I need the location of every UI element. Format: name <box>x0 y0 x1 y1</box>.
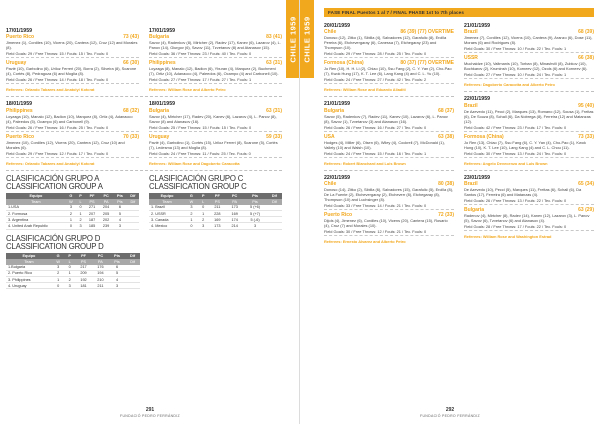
cell: 211 <box>92 283 109 289</box>
cell: 1 <box>185 217 198 223</box>
team-name: Formosa (China) <box>464 133 504 140</box>
classification-title: CLASIFICACIÓN GRUPO A <box>6 173 100 183</box>
stats-line: Field Goals: 26 / Free Throws: 14 / Fouls: 18 / Tec. Fouls: 0 <box>6 77 139 84</box>
col-subheader: L <box>76 199 85 205</box>
cell: 2. Formosa <box>6 211 66 217</box>
match-date: 22/01/1959 <box>324 174 350 181</box>
cell: 4. United Arab Republic <box>6 223 66 229</box>
cell: 173 <box>226 205 243 211</box>
col-subheader: W <box>185 199 198 205</box>
team-name: Bulgaria <box>324 107 345 114</box>
players-list: Loyzaga (8), Manalo (12), Badion (6), Yburan (4), Marquez (2), Buchmeni (7), Ortiz (10), Adanacco (4), Paleedos (6), Ocampo (4) and Carbonell (10). <box>149 66 279 77</box>
final-phase-grid <box>324 23 594 244</box>
cell: 3 <box>109 283 125 289</box>
match-block <box>464 96 594 165</box>
cell: 3 <box>52 265 64 271</box>
referees-line: Referees: Robert Blanchard and Luis Brown <box>324 160 406 166</box>
classification-table <box>149 193 282 230</box>
page-footer <box>0 407 300 418</box>
team-score: 73 (33) <box>578 133 594 140</box>
cell: 181 <box>75 283 92 289</box>
classification-title: CLASIFICACIÓN GRUPO D <box>6 233 101 243</box>
left-content <box>6 28 282 289</box>
cell: 174 <box>226 217 243 223</box>
cell: 1.Bulgaria <box>6 265 52 271</box>
team-score: 63 (31) <box>266 60 282 67</box>
players-list: Radenov (4), Mirtcher (8), Radev (14), Kanev (12), Lazarov (3), L. Panov (5), Savov (6), Tzvetanov (6) and Atanasov (4). <box>464 213 590 224</box>
team-score: 68 (32) <box>123 107 139 114</box>
match-block <box>324 175 454 244</box>
cell: 228 <box>209 211 226 217</box>
classification-group-d <box>6 235 140 290</box>
team-score: 68 (39) <box>578 29 594 36</box>
col-subheader: PS <box>209 199 226 205</box>
cell: 1 <box>52 276 64 282</box>
cell: 4 <box>113 217 127 223</box>
phase-banner: FASE FINAL Puestos 1 al 7 / FINAL PHASE 1st to 7th places <box>324 8 594 17</box>
section-divider <box>464 170 594 171</box>
cell: 194 <box>92 270 109 276</box>
table-row <box>6 223 139 229</box>
col-header: PC <box>226 193 243 199</box>
cell: 1. Brazil <box>149 205 185 211</box>
col-header: G <box>52 253 64 259</box>
cell: 2 <box>52 270 64 276</box>
referees-line: Referees: William Rose and Dagoberto Caracotta <box>149 160 240 166</box>
team-name: Bulgaria <box>464 207 485 214</box>
team-score: 59 (33) <box>266 133 282 140</box>
referees-line: Referees: Orlando Tabares and Anatolyi Kotcrat <box>6 87 95 93</box>
team-name: Brazil <box>464 29 478 36</box>
stats-line: Field Goals: 29 / Free Throws: 12 / Fouls: 17 / Tec. Fouls: 0 <box>6 151 139 158</box>
stats-line: Field Goals: 26 / Free Throws: 16 / Fouls: 27 / Tec. Fouls: 0 <box>324 125 454 132</box>
col-subheader: Dif <box>127 199 139 205</box>
match-block <box>324 23 454 92</box>
cell: 173 <box>209 223 226 229</box>
cell: 176 <box>92 265 109 271</box>
classification-title-en: CLASSIFICATION GROUP D <box>6 241 104 251</box>
cell: 5 (+6) <box>243 205 266 211</box>
stats-line: Field Goals: 36 / Free Throws: 23 / Fouls: 40 / Tec. Fouls: 0 <box>149 51 282 58</box>
referees-line: Referees: William Rose and Alberto Petro <box>149 87 226 93</box>
cell: 1 <box>64 270 75 276</box>
section-divider <box>324 96 454 97</box>
team-score: 73 (43) <box>123 34 139 41</box>
cell <box>127 223 139 229</box>
match-block <box>464 23 594 87</box>
cell: 185 <box>85 223 99 229</box>
col-subheader: PS <box>85 199 99 205</box>
col-subheader: Dif <box>267 199 282 205</box>
cell: 1.USA <box>6 205 66 211</box>
team-name: Bulgaria <box>149 34 170 41</box>
players-list: Savov (4), Mirtcher (17), Radev (20), Kanev (6), Lazarov (4), L. Panov (8), Savov (8) and Atanasov (16). <box>149 113 277 124</box>
match-date: 20/01/1959 <box>324 23 350 29</box>
team-name: Puerto Rico <box>6 34 35 41</box>
table-row <box>6 283 140 289</box>
classification-title: CLASIFICACIÓN GRUPO C <box>149 173 244 183</box>
cell: 239 <box>99 223 113 229</box>
team-name: Puerto Rico <box>324 212 353 219</box>
cell: 209 <box>75 270 92 276</box>
col-header: Pts <box>109 253 125 259</box>
right-content <box>324 8 594 244</box>
right-page <box>300 0 600 424</box>
stats-line: Field Goals: 33 / Free Throws: 14 / Fouls: 21 / Tec. Fouls: 0 <box>324 203 454 210</box>
col-header: P <box>76 193 85 199</box>
cell: 2. USSR <box>149 211 185 217</box>
stats-line: Field Goals: 24 / Free Throws: 27 / Fouls: 42 / Tec. Fouls: 2 <box>324 77 454 84</box>
match-date: 17/01/1959 <box>6 28 32 34</box>
players-list: Pavié (4), Garbolino (1), Cortés (15), Uriloz Ferreri (8), Scarone (5), Cortés (7), Ledesma (13) and Moglia (8). <box>149 139 278 150</box>
col-subheader: Team <box>6 199 66 205</box>
side-label: CHILE 1959 <box>302 15 312 63</box>
cell: 169 <box>209 217 226 223</box>
col-subheader: Pts <box>113 199 127 205</box>
team-score: 63 (29) <box>578 207 594 214</box>
match-block <box>6 101 139 165</box>
col-header: Equipo <box>6 193 66 199</box>
players-list: Jo Ren (13), Chiao (7), Ssu Fang (6), C. Y. Yan (4), Cho-Pao (1), Kwok Hung (10), K. T. Lee (10), Lang Kang (4) and C. L. Chou (11). <box>464 139 586 150</box>
cell: 0 <box>185 223 198 229</box>
players-list: Jimenez (7), Cordiles (12), Vicens (10), Cantera (9), Aranzo (6), Dose (11), Moraes (6) and Rodrigues (8). <box>464 35 593 46</box>
cell: 1 <box>66 217 76 223</box>
cell: 3 <box>113 223 127 229</box>
cell <box>267 223 282 229</box>
players-list: Pavié (10), Garbolino (6), Uriloz Ferreri (20), Borra (2), Silveira (8), Scarone (4), Cortés (8), Pedragoza (6) and Moglia (8). <box>6 66 137 77</box>
cell: 211 <box>209 205 226 211</box>
page-number: 291 <box>145 407 155 413</box>
referees-line: Referees: Dagoberto Caracotta and Alberto Petro <box>464 82 555 88</box>
team-name: Brazil <box>464 102 478 109</box>
cell: 207 <box>85 211 99 217</box>
match-date: 18/01/1959 <box>149 101 175 108</box>
team-score: 95 (40) <box>578 102 594 109</box>
col-subheader: W <box>66 199 76 205</box>
col-header: P <box>198 193 209 199</box>
cell: 3. Canada <box>149 217 185 223</box>
final-col-2 <box>464 23 594 244</box>
team-name: Philippines <box>6 107 33 114</box>
match-block <box>149 101 282 165</box>
cell: 192 <box>75 276 92 282</box>
col-header: PC <box>99 193 113 199</box>
stats-line: Field Goals: 28 / Free Throws: 17 / Fouls: 22 / Tec. Fouls: 0 <box>464 224 594 231</box>
classification-title-en: CLASSIFICATION GROUP C <box>149 181 247 191</box>
col-subheader: L <box>64 259 75 265</box>
match-date: 21/01/1959 <box>464 23 490 29</box>
team-name: Bulgaria <box>149 107 170 114</box>
players-list: Donoso (12), Zitko (1), Sibilla (4), Salvadores (12), Garafulic (8), Ercilla Pereira (6), Etchevergaray (6), Canessa (7), Etchegaray (23) and Thompson (10). <box>324 35 447 51</box>
match-date: 17/01/1959 <box>149 28 175 34</box>
stats-line: Field Goals: 24 / Free Throws: 11 / Fouls: 25 / Tec. Fouls: 0 <box>149 151 282 158</box>
cell: 2 <box>64 276 75 282</box>
final-col-1 <box>324 23 454 244</box>
side-label: CHILE 1959 <box>288 15 298 63</box>
col-subheader: PA <box>99 199 113 205</box>
team-name: Formosa (China) <box>324 60 364 67</box>
players-list: Muchaidze (10), Valtmanis (10), Torban (8), Minashvili (8), Zubkov (10), Bochkarov (2), Kruminsh (10), Korneev (12), Ozols (6) and Korneev (6). <box>464 61 588 72</box>
match-block <box>149 28 282 92</box>
cell: 2 <box>185 211 198 217</box>
stats-line: Field Goals: 30 / Free Throws: 13 / Fouls: 24 / Tec. Fouls: 0 <box>464 151 594 158</box>
cell: 5 <box>109 270 125 276</box>
cell: 3 <box>185 205 198 211</box>
col-subheader: PS <box>75 259 92 265</box>
section-divider <box>6 96 282 97</box>
cell: 0 <box>66 223 76 229</box>
table-row <box>149 223 282 229</box>
match-date: 21/01/1959 <box>324 101 350 108</box>
col-header: PF <box>209 193 226 199</box>
match-grid-top <box>6 28 282 92</box>
cell: 3. Philippines <box>6 276 52 282</box>
classification-group-c <box>149 175 282 230</box>
players-list: Loyzaga (10), Manalo (12), Badion (10), Marquez (8), Ortiz (4), Adanacco (4), Paleedos (5), Ocampo (6) and Carbonell (9). <box>6 113 133 124</box>
stats-line: Field Goals: 30 / Free Throws: 12 / Fouls: 21 / Tec. Fouls: 0 <box>324 229 454 236</box>
cell: 187 <box>85 217 99 223</box>
cell: 210 <box>92 276 109 282</box>
match-block <box>6 28 139 92</box>
classification-table <box>6 193 139 230</box>
players-list: Savov (4), Radenkov (8), Mirtcher (2), Radev (17), Kanev (6), Lazarov (4), L. Panov (14), Giurgov (6), Savov (11), Tzvetanov (8) and Atanasov (15). <box>149 40 281 51</box>
players-list: Dijols (4), Jimenez (6), Cordiles (10), Vicens (20), Cantera (15), Rosario (4), Cruz (7) and Morales (10). <box>324 218 448 229</box>
col-header: Pts <box>243 193 266 199</box>
team-score: 80 (37) (77) OVERTIME <box>400 60 454 67</box>
classification-table <box>6 253 140 290</box>
col-header: Dif <box>127 193 139 199</box>
cell: 2. Puerto Rico <box>6 270 52 276</box>
stats-line: Field Goals: 26 / Free Throws: 13 / Fouls: 22 / Tec. Fouls: 0 <box>464 198 594 205</box>
match-date: 23/01/1959 <box>464 174 490 181</box>
col-header: PF <box>75 253 92 259</box>
col-subheader: PA <box>92 259 109 265</box>
col-header: PC <box>92 253 109 259</box>
team-score: 63 (31) <box>266 107 282 114</box>
team-score: 83 (41) <box>266 34 282 41</box>
match-date: 18/01/1959 <box>6 101 32 108</box>
col-header: Dif <box>125 253 140 259</box>
referees-line: Referees: William Rose and Eduardo Aliaditi <box>324 87 406 93</box>
section-divider <box>6 170 282 171</box>
publisher: FUNDACIÓ PEDRO FERRÁNDIZ <box>120 414 180 418</box>
cell: 3. Argentina <box>6 217 66 223</box>
cell: 5 (+7) <box>243 211 266 217</box>
classification-grid <box>6 175 282 230</box>
stats-line: Field Goals: 27 / Free Throws: 10 / Fouls: 24 / Tec. Fouls: 1 <box>464 72 594 79</box>
team-score: 66 (38) <box>578 55 594 62</box>
stats-line: Field Goals: 29 / Free Throws: 15 / Fouls: 15 / Tec. Fouls: 0 <box>6 51 139 58</box>
cell: 0 <box>64 265 75 271</box>
col-header: G <box>66 193 76 199</box>
cell: 3 <box>76 223 85 229</box>
players-list: Donoso (14), Zitko (2), Sibilla (6), Salvadores (15), Garafulic (5), Ercilla (8), De La Fuente (2), Etchevergaray (2), Etcheverr (8), Etchegaray (8), Thompson (10) and Luchsinger (8). <box>324 187 454 203</box>
cell: 214 <box>226 223 243 229</box>
team-score: 65 (34) <box>578 181 594 188</box>
team-score: 63 (38) <box>438 133 454 140</box>
col-header: G <box>185 193 198 199</box>
cell: 202 <box>99 217 113 223</box>
team-score: 68 (37) <box>438 107 454 114</box>
referees-line: Referees: Angelo Devecenzo and Luis Brown <box>464 160 548 166</box>
team-name: USA <box>324 133 335 140</box>
team-name: Chile <box>324 181 337 188</box>
cell: 5 <box>113 211 127 217</box>
team-score: 66 (30) <box>123 60 139 67</box>
players-list: Savov (5), Radenkov (7), Radev (11), Kanev (10), Lazarov (6), L. Panov (8), Savov (1), Tzvetanov (3) and Atanasov (16). <box>324 113 448 124</box>
col-subheader: PA <box>226 199 243 205</box>
cell: 169 <box>226 211 243 217</box>
col-header: Equipo <box>6 253 52 259</box>
classification-group-a <box>6 175 139 230</box>
cell: 0 <box>198 205 209 211</box>
page-number: 292 <box>445 407 455 413</box>
col-subheader: Dif <box>125 259 140 265</box>
team-score: 86 (39) (77) OVERTIME <box>400 29 454 36</box>
match-block <box>464 175 594 239</box>
team-score: 80 (38) <box>438 181 454 188</box>
stats-line: Field Goals: 29 / Free Throws: 28 / Fouls: 25 / Tec. Fouls: 0 <box>324 51 454 58</box>
cell <box>125 283 140 289</box>
col-subheader: Pts <box>243 199 266 205</box>
cell: 2 <box>76 217 85 223</box>
stats-line: Field Goals: 25 / Free Throws: 15 / Fouls: 15 / Tec. Fouls: 0 <box>149 125 282 132</box>
cell: 217 <box>75 265 92 271</box>
col-subheader: Team <box>149 199 185 205</box>
cell: 205 <box>99 211 113 217</box>
team-name: Chile <box>324 29 337 36</box>
cell: 6 <box>109 265 125 271</box>
referees-line: Referees: Ernesto Alvarez and Alberto Petro <box>324 239 406 245</box>
team-name: Uruguay <box>149 133 170 140</box>
section-divider <box>324 170 454 171</box>
players-list: De Azevedo (11), Pecci (2), Marques (13), Romano (12), Sousa (1), Freitas (6), De Souza (8), Schall (6), Da Nobrega (8), Ferreira (12) and Matanzas (12). <box>464 108 594 124</box>
cell: 1 <box>76 211 85 217</box>
match-block <box>324 101 454 165</box>
col-header: Dif <box>267 193 282 199</box>
cell: 4. Mexico <box>149 223 185 229</box>
players-list: Jimenez (1), Cordiles (10), Vicens (20), Cantera (12), Cruz (12) and Morales (8). <box>6 40 138 51</box>
cell: 3 <box>198 223 209 229</box>
col-subheader: L <box>198 199 209 205</box>
players-list: Jimenez (10), Cordiles (12), Vicens (20), Cantera (12), Cruz (10) and Morales (6). <box>6 139 125 150</box>
referees-line: Referees: William Rose and Washington Estrad <box>464 234 552 240</box>
col-subheader: W <box>52 259 64 265</box>
col-header: P <box>64 253 75 259</box>
col-subheader: Team <box>6 259 52 265</box>
cell: 204 <box>99 205 113 211</box>
cell: 2 <box>66 211 76 217</box>
players-list: De Azevedo (10), Pecci (5), Marques (11), Freitas (6), Schall (6), Da Santos (17), Ferreira (6) and Matanzas (4). <box>464 187 582 198</box>
cell: 2 <box>198 217 209 223</box>
match-date: 22/01/1959 <box>464 96 490 103</box>
team-score: 72 (33) <box>438 212 454 219</box>
page-footer <box>300 407 600 418</box>
team-name: Uruguay <box>6 60 27 67</box>
team-name: USSR <box>464 55 478 62</box>
cell: 0 <box>76 205 85 211</box>
cell: 4 <box>109 276 125 282</box>
col-subheader: Pts <box>109 259 125 265</box>
cell: 4. Uruguay <box>6 283 52 289</box>
team-name: Brazil <box>464 181 478 188</box>
cell: 0 <box>52 283 64 289</box>
cell: 3 <box>66 205 76 211</box>
col-header: PF <box>85 193 99 199</box>
stats-line: Field Goals: 26 / Free Throws: 16 / Fouls: 25 / Tec. Fouls: 0 <box>6 125 139 132</box>
cell: 5 (-6) <box>243 217 266 223</box>
team-name: Philippines <box>149 60 176 67</box>
team-name: Puerto Rico <box>6 133 35 140</box>
stats-line: Field Goals: 24 / Free Throws: 15 / Fouls: 16 / Tec. Fouls: 1 <box>324 151 454 158</box>
cell: 6 <box>113 205 127 211</box>
classification-title-en: CLASSIFICATION GROUP A <box>6 181 103 191</box>
cell: 271 <box>85 205 99 211</box>
stats-line: Field Goals: 30 / Free Throws: 10 / Fouls: 22 / Tec. Fouls: 1 <box>464 46 594 53</box>
match-grid-mid <box>6 101 282 165</box>
stats-line: Field Goals: 27 / Free Throws: 17 / Fouls: 27 / Tec. Fouls: 1 <box>149 77 282 84</box>
cell: 3 <box>64 283 75 289</box>
stats-line: Field Goals: 42 / Free Throws: 23 / Fouls: 17 / Tec. Fouls: 0 <box>464 125 594 132</box>
col-header: Pts <box>113 193 127 199</box>
cell: 1 <box>198 211 209 217</box>
col-header: Equipo <box>149 193 185 199</box>
referees-line: Referees: Orlando Tabares and Anatolyi Kotcrat <box>6 160 95 166</box>
cell: 3 <box>243 223 266 229</box>
players-list: Hodges (4), Miller (6), Olsen (6), Wiley (4), Cockrell (7), McDonald (1), Vallely (10) and Walsh (10). <box>324 139 445 150</box>
players-list: Jo Ren (10), H. H. Li (2), Chiao (10), Ssu Fang (2), C. Y. Yan (2), Cho-Pao (7), Kwok Hung (17), K. T. Lee (6), Lang Kang (4) and C. L. Yu (10). <box>324 66 452 77</box>
publisher: FUNDACIÓ PEDRO FERRÁNDIZ <box>420 414 480 418</box>
section-divider <box>464 91 594 92</box>
team-score: 70 (33) <box>123 133 139 140</box>
